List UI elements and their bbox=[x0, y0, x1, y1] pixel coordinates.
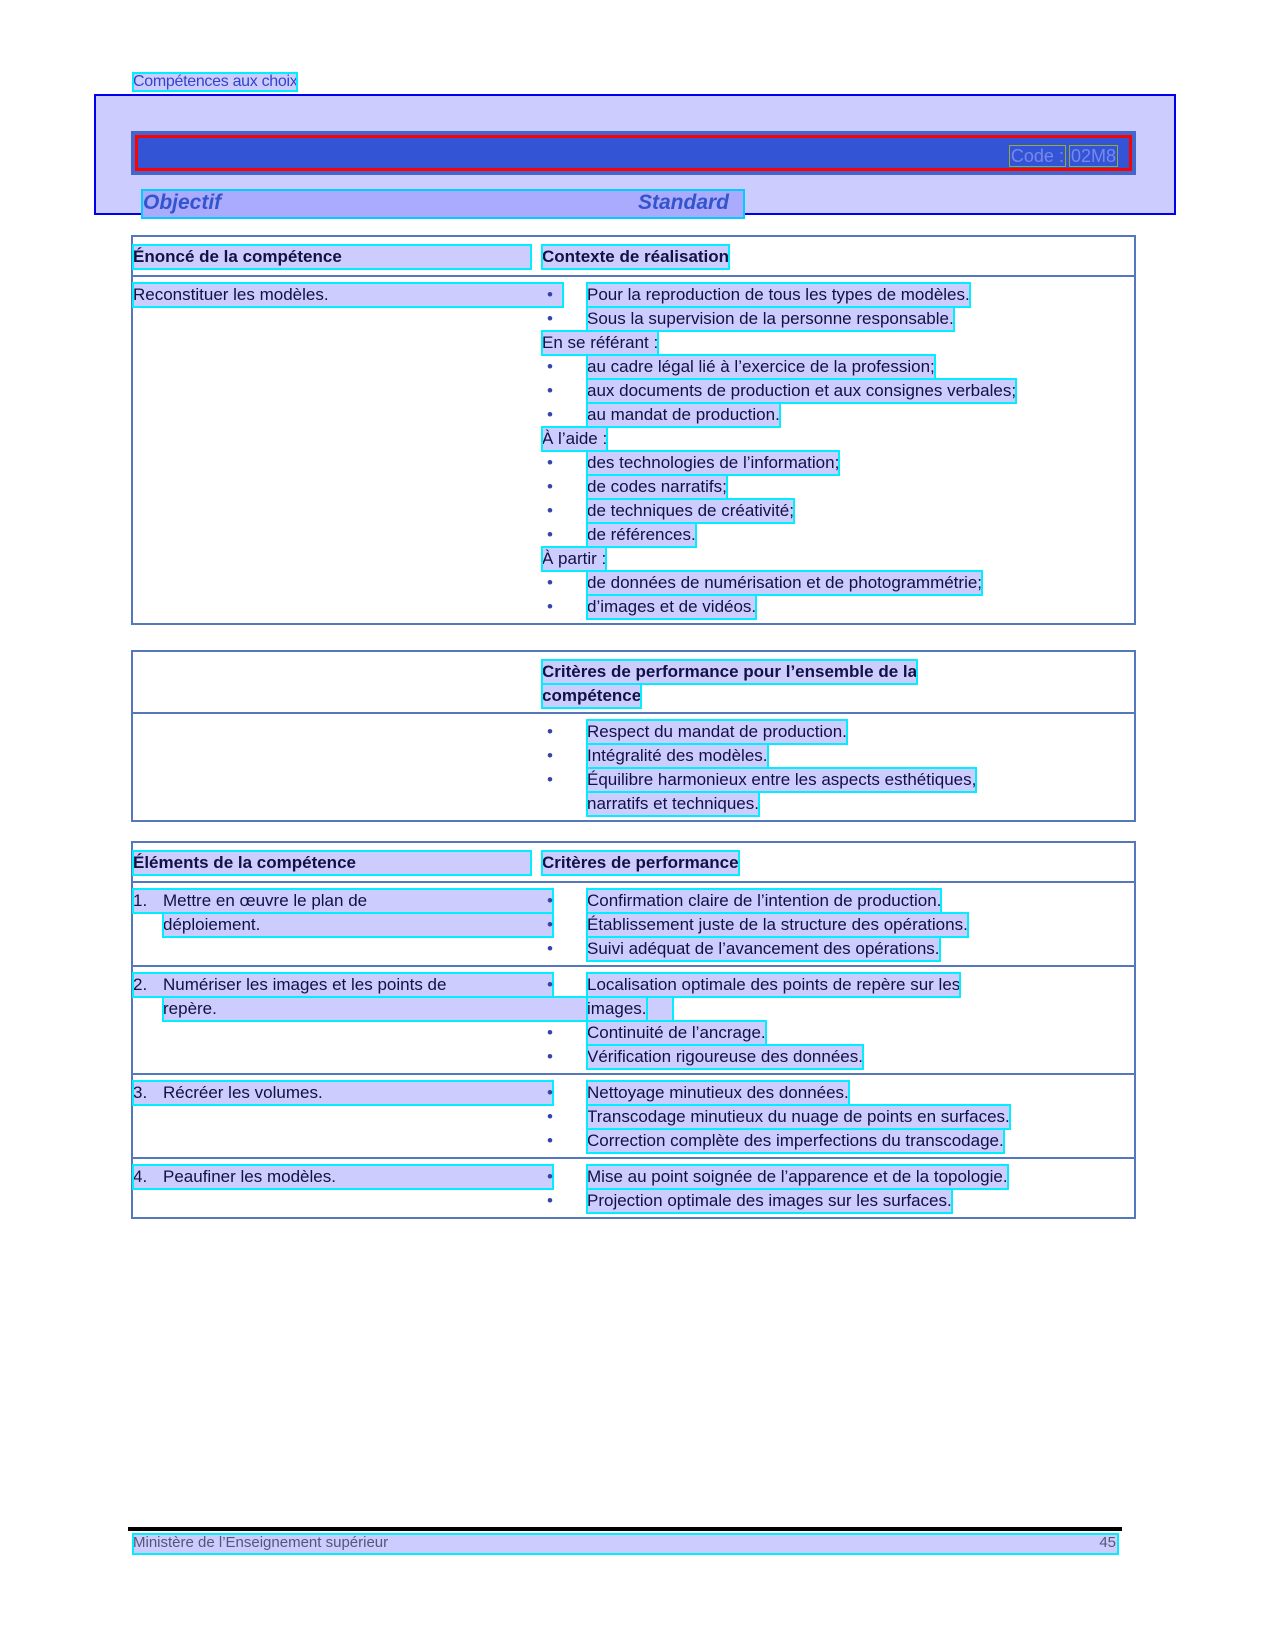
contexte-bullet: de références. bbox=[587, 523, 696, 547]
code-label: Code : 02M8 bbox=[1010, 146, 1116, 166]
element-text: Peaufiner les modèles. bbox=[163, 1167, 336, 1186]
contexte-bullet-row bbox=[542, 451, 1134, 475]
element-criterion: Localisation optimale des points de repère sur les bbox=[587, 973, 960, 997]
element-criterion: Mise au point soignée de l’apparence et de la topologie. bbox=[587, 1165, 1008, 1189]
contexte-bullet-row bbox=[542, 379, 1134, 403]
element-line1 bbox=[133, 889, 553, 913]
contexte-label: En se référant : bbox=[542, 331, 658, 355]
ensemble-criterion: Intégralité des modèles. bbox=[587, 744, 768, 768]
element-criterion-row bbox=[542, 1105, 1134, 1129]
objectif-label: Objectif bbox=[143, 191, 222, 214]
contexte-label-row bbox=[542, 427, 1134, 451]
ensemble-criteria-list bbox=[542, 714, 1134, 820]
contexte-label-row bbox=[542, 547, 1134, 571]
element-criterion-row bbox=[542, 1081, 1134, 1105]
enonce-table bbox=[131, 235, 1136, 625]
contexte-bullet: des technologies de l’information; bbox=[587, 451, 839, 475]
contexte-bullet-row bbox=[542, 523, 1134, 547]
element-criterion-row bbox=[542, 937, 1134, 961]
contexte-list bbox=[542, 277, 1134, 623]
element-number: 1. bbox=[133, 891, 148, 910]
element-criterion-row bbox=[542, 1165, 1134, 1189]
contexte-bullet-row bbox=[542, 475, 1134, 499]
ensemble-table bbox=[131, 650, 1136, 822]
element-criterion-row bbox=[542, 889, 1134, 913]
element-criterion-row bbox=[542, 1021, 1134, 1045]
section-title: Compétences aux choix bbox=[133, 73, 298, 90]
element-criterion-row bbox=[542, 1129, 1134, 1153]
element-line1 bbox=[133, 973, 553, 997]
element-criterion-row bbox=[542, 913, 1134, 937]
element-line2: repère. bbox=[163, 997, 673, 1021]
element-criterion: Vérification rigoureuse des données. bbox=[587, 1045, 863, 1069]
ensemble-header-line1: Critères de performance pour l’ensemble de la bbox=[542, 660, 917, 684]
code-bar bbox=[131, 131, 1136, 175]
contexte-bullet-row bbox=[542, 355, 1134, 379]
ensemble-criterion-cont: narratifs et techniques. bbox=[587, 792, 759, 816]
element-criterion: Transcodage minutieux du nuage de points en surfaces. bbox=[587, 1105, 1010, 1129]
element-number: 3. bbox=[133, 1083, 148, 1102]
contexte-bullet-row bbox=[542, 307, 1134, 331]
contexte-bullet-row bbox=[542, 403, 1134, 427]
element-criterion: Suivi adéquat de l’avancement des opérations. bbox=[587, 937, 940, 961]
element-row bbox=[133, 965, 1134, 1073]
contexte-bullet: Sous la supervision de la personne responsable. bbox=[587, 307, 954, 331]
contexte-label: À l’aide : bbox=[542, 427, 607, 451]
element-row bbox=[133, 1157, 1134, 1217]
contexte-bullet: au mandat de production. bbox=[587, 403, 780, 427]
footer-ministry: Ministère de l’Enseignement supérieur bbox=[133, 1534, 389, 1551]
contexte-bullet: de codes narratifs; bbox=[587, 475, 727, 499]
element-criterion-row bbox=[542, 1045, 1134, 1069]
element-row bbox=[133, 881, 1134, 965]
ensemble-criterion: Équilibre harmonieux entre les aspects esthétiques, bbox=[587, 768, 976, 792]
code-value: 02M8 bbox=[1070, 146, 1116, 166]
element-criterion-cont-row bbox=[542, 997, 1134, 1021]
contexte-bullet-row bbox=[542, 283, 1134, 307]
ensemble-criterion-row bbox=[542, 768, 1134, 792]
footer-rule bbox=[128, 1527, 1122, 1531]
ensemble-criterion-row bbox=[542, 744, 1134, 768]
contexte-bullet-row bbox=[542, 499, 1134, 523]
contexte-header: Contexte de réalisation bbox=[542, 245, 729, 269]
contexte-bullet-row bbox=[542, 595, 1134, 619]
element-criterion: Continuité de l’ancrage. bbox=[587, 1021, 766, 1045]
element-criterion: Nettoyage minutieux des données. bbox=[587, 1081, 849, 1105]
element-criterion: Projection optimale des images sur les surfaces. bbox=[587, 1189, 952, 1213]
element-number: 2. bbox=[133, 975, 148, 994]
enonce-header: Énoncé de la compétence bbox=[133, 245, 531, 269]
element-row bbox=[133, 1073, 1134, 1157]
element-line1 bbox=[133, 1165, 553, 1189]
element-criterion-row bbox=[542, 1189, 1134, 1213]
criteres-header: Critères de performance bbox=[542, 851, 739, 875]
contexte-bullet: Pour la reproduction de tous les types de modèles. bbox=[587, 283, 970, 307]
elements-header: Éléments de la compétence bbox=[133, 851, 531, 875]
element-text: Récréer les volumes. bbox=[163, 1083, 323, 1102]
ensemble-criterion-row bbox=[542, 720, 1134, 744]
contexte-bullet: de données de numérisation et de photogrammétrie; bbox=[587, 571, 982, 595]
element-number: 4. bbox=[133, 1167, 148, 1186]
enonce-text: Reconstituer les modèles. bbox=[133, 283, 563, 307]
contexte-label: À partir : bbox=[542, 547, 606, 571]
contexte-bullet-row bbox=[542, 571, 1134, 595]
contexte-bullet: au cadre légal lié à l’exercice de la profession; bbox=[587, 355, 935, 379]
standard-label: Standard bbox=[638, 191, 730, 214]
contexte-bullet: de techniques de créativité; bbox=[587, 499, 794, 523]
page-number: 45 bbox=[1099, 1534, 1116, 1551]
ensemble-criterion: Respect du mandat de production. bbox=[587, 720, 847, 744]
contexte-bullet: d’images et de vidéos. bbox=[587, 595, 756, 619]
element-line2: déploiement. bbox=[163, 913, 553, 937]
element-criterion: Correction complète des imperfections du transcodage. bbox=[587, 1129, 1004, 1153]
element-criterion-row bbox=[542, 973, 1134, 997]
ensemble-header-line2: compétence bbox=[542, 684, 641, 708]
contexte-label-row bbox=[542, 331, 1134, 355]
element-text: Numériser les images et les points de bbox=[163, 975, 447, 994]
element-text: Mettre en œuvre le plan de bbox=[163, 891, 368, 910]
footer bbox=[133, 1534, 1118, 1554]
element-criterion: Confirmation claire de l’intention de production. bbox=[587, 889, 941, 913]
objectif-standard-row bbox=[143, 191, 743, 217]
element-criterion-cont: images. bbox=[587, 997, 647, 1021]
element-line1 bbox=[133, 1081, 553, 1105]
contexte-bullet: aux documents de production et aux consignes verbales; bbox=[587, 379, 1016, 403]
element-criterion: Établissement juste de la structure des opérations. bbox=[587, 913, 968, 937]
ensemble-criterion-cont-row bbox=[542, 792, 1134, 816]
elements-table bbox=[131, 841, 1136, 1219]
